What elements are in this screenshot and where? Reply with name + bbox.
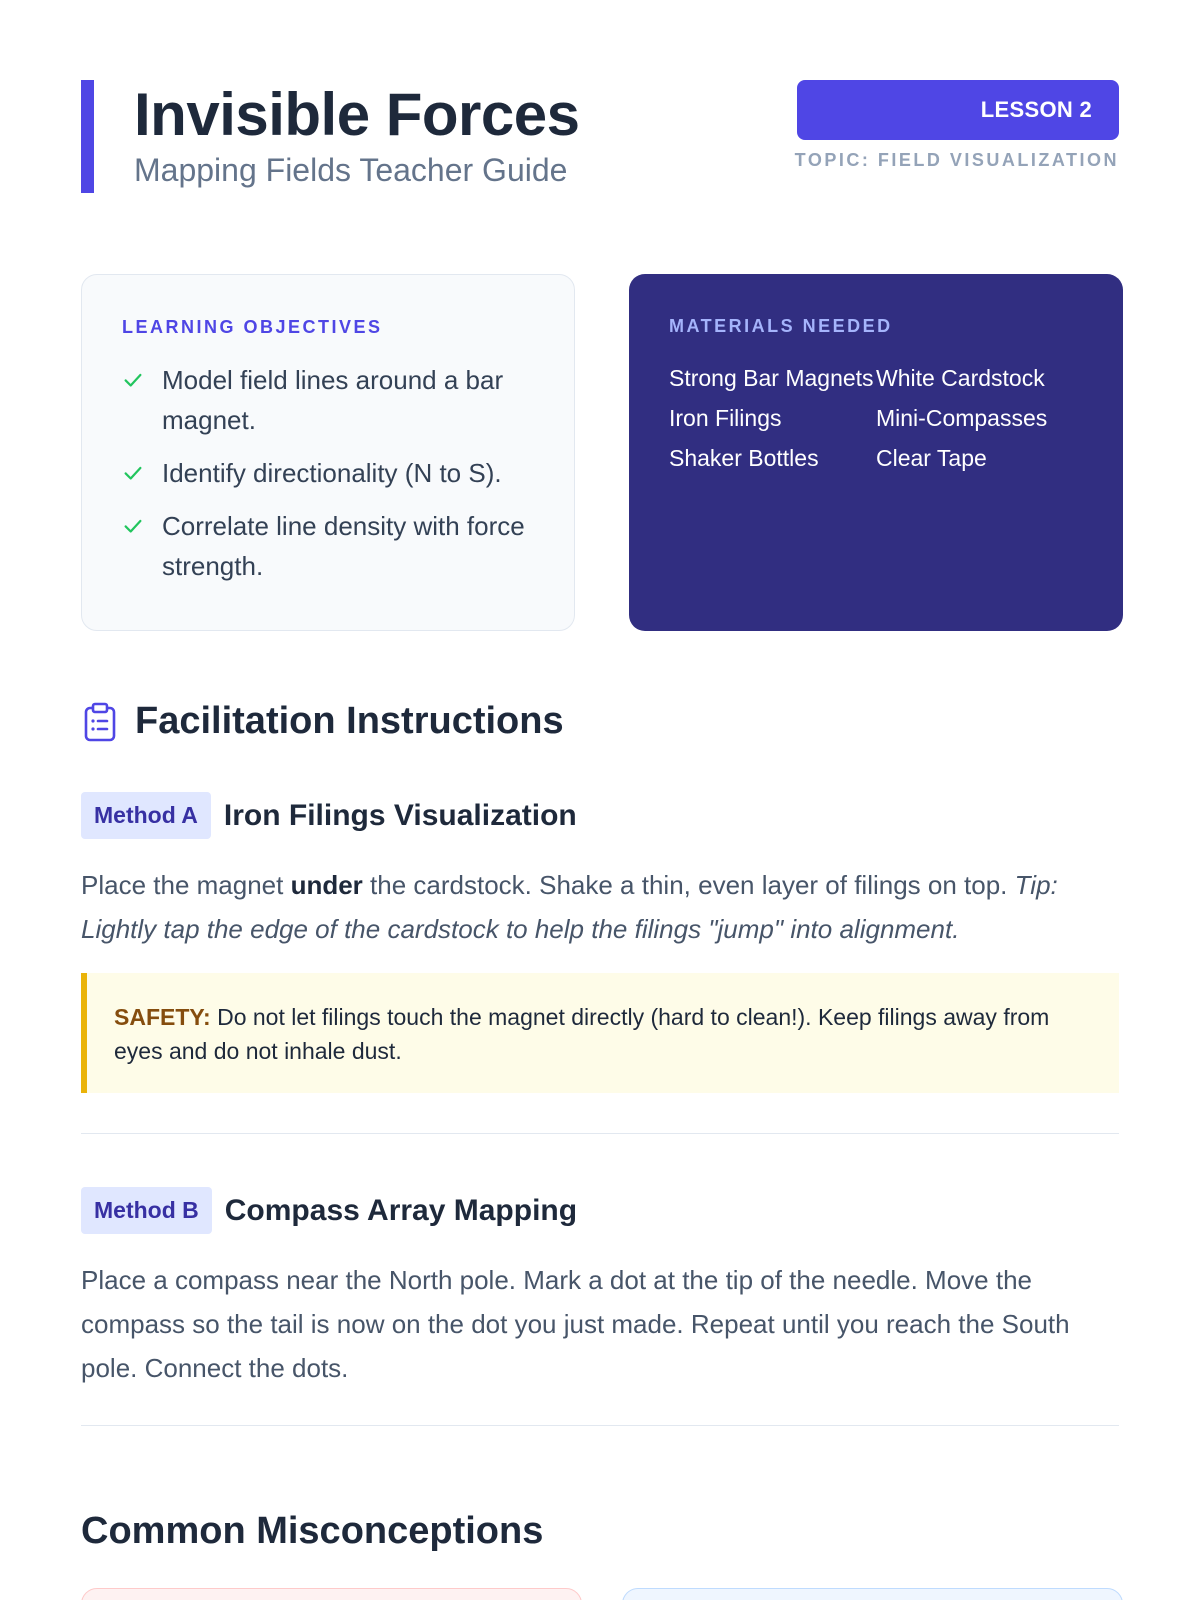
lesson-badge: LESSON 2: [797, 80, 1119, 140]
method-a-title: Iron Filings Visualization: [223, 798, 577, 832]
material-item: White Cardstock: [876, 365, 1045, 391]
objective-item: [122, 360, 534, 440]
misconception-card-blue: [622, 1588, 1123, 1600]
method-a-header: [81, 792, 1119, 839]
method-a-block: [81, 792, 1119, 951]
materials-column-1: [669, 361, 876, 481]
misconceptions-title: Common Misconceptions: [81, 1510, 544, 1552]
check-icon: [122, 506, 162, 546]
material-item: Shaker Bottles: [669, 445, 819, 471]
guide-header: [81, 80, 1119, 194]
title-accent-bar: [81, 80, 94, 193]
safety-text: Do not let filings touch the magnet directly (hard to clean!). Keep filings away from eyes and do not inhale dust.: [114, 1004, 1050, 1064]
material-item: Mini-Compasses: [876, 405, 1048, 431]
facilitation-title: Facilitation Instructions: [135, 700, 564, 742]
method-b-badge: Method B: [81, 1187, 212, 1234]
method-a-text: [81, 863, 1119, 951]
material-item: Strong Bar Magnets: [669, 365, 874, 391]
facilitation-section-header: [81, 700, 564, 743]
check-icon: [122, 453, 162, 493]
materials-needed-card: [629, 274, 1123, 631]
method-b-block: [81, 1187, 1119, 1390]
objectives-list: [122, 360, 534, 586]
safety-callout: [81, 973, 1119, 1093]
method-a-text-part2: the cardstock. Shake a thin, even layer of filings on top.: [362, 870, 1015, 900]
objective-text: Model field lines around a bar magnet.: [162, 365, 504, 435]
objective-item: [122, 506, 534, 586]
clipboard-icon: [81, 702, 119, 742]
section-divider: [81, 1133, 1119, 1134]
method-b-header: [81, 1187, 1119, 1234]
page-title: Invisible Forces: [134, 81, 580, 148]
topic-label: TOPIC: FIELD VISUALIZATION: [794, 150, 1119, 170]
objective-text: Correlate line density with force strength.: [162, 511, 525, 581]
method-b-title: Compass Array Mapping: [224, 1193, 578, 1227]
objectives-label: LEARNING OBJECTIVES: [122, 317, 383, 337]
section-divider: [81, 1425, 1119, 1426]
check-icon: [122, 360, 162, 400]
page-subtitle: Mapping Fields Teacher Guide: [134, 152, 568, 188]
safety-label: SAFETY:: [114, 1004, 211, 1030]
materials-label: MATERIALS NEEDED: [669, 316, 893, 336]
method-a-badge: Method A: [81, 792, 211, 839]
method-a-text-part1: Place the magnet: [81, 870, 291, 900]
method-a-tip: Tip: Lightly tap the edge of the cardstock to help the filings "jump" into alignment.: [81, 870, 1058, 944]
material-item: Clear Tape: [876, 445, 987, 471]
method-a-emphasis: under: [290, 870, 363, 900]
materials-grid: [669, 361, 1083, 481]
objective-item: [122, 453, 534, 493]
method-b-text: Place a compass near the North pole. Mark a dot at the tip of the needle. Move the compass so the tail is now on the dot you just made. Repeat until you reach the South pole. Connect the dots.: [81, 1265, 1070, 1383]
material-item: Iron Filings: [669, 405, 782, 431]
materials-column-2: [876, 361, 1083, 481]
learning-objectives-card: [81, 274, 575, 631]
objective-text: Identify directionality (N to S).: [162, 458, 502, 488]
misconception-card-red: [81, 1588, 582, 1600]
